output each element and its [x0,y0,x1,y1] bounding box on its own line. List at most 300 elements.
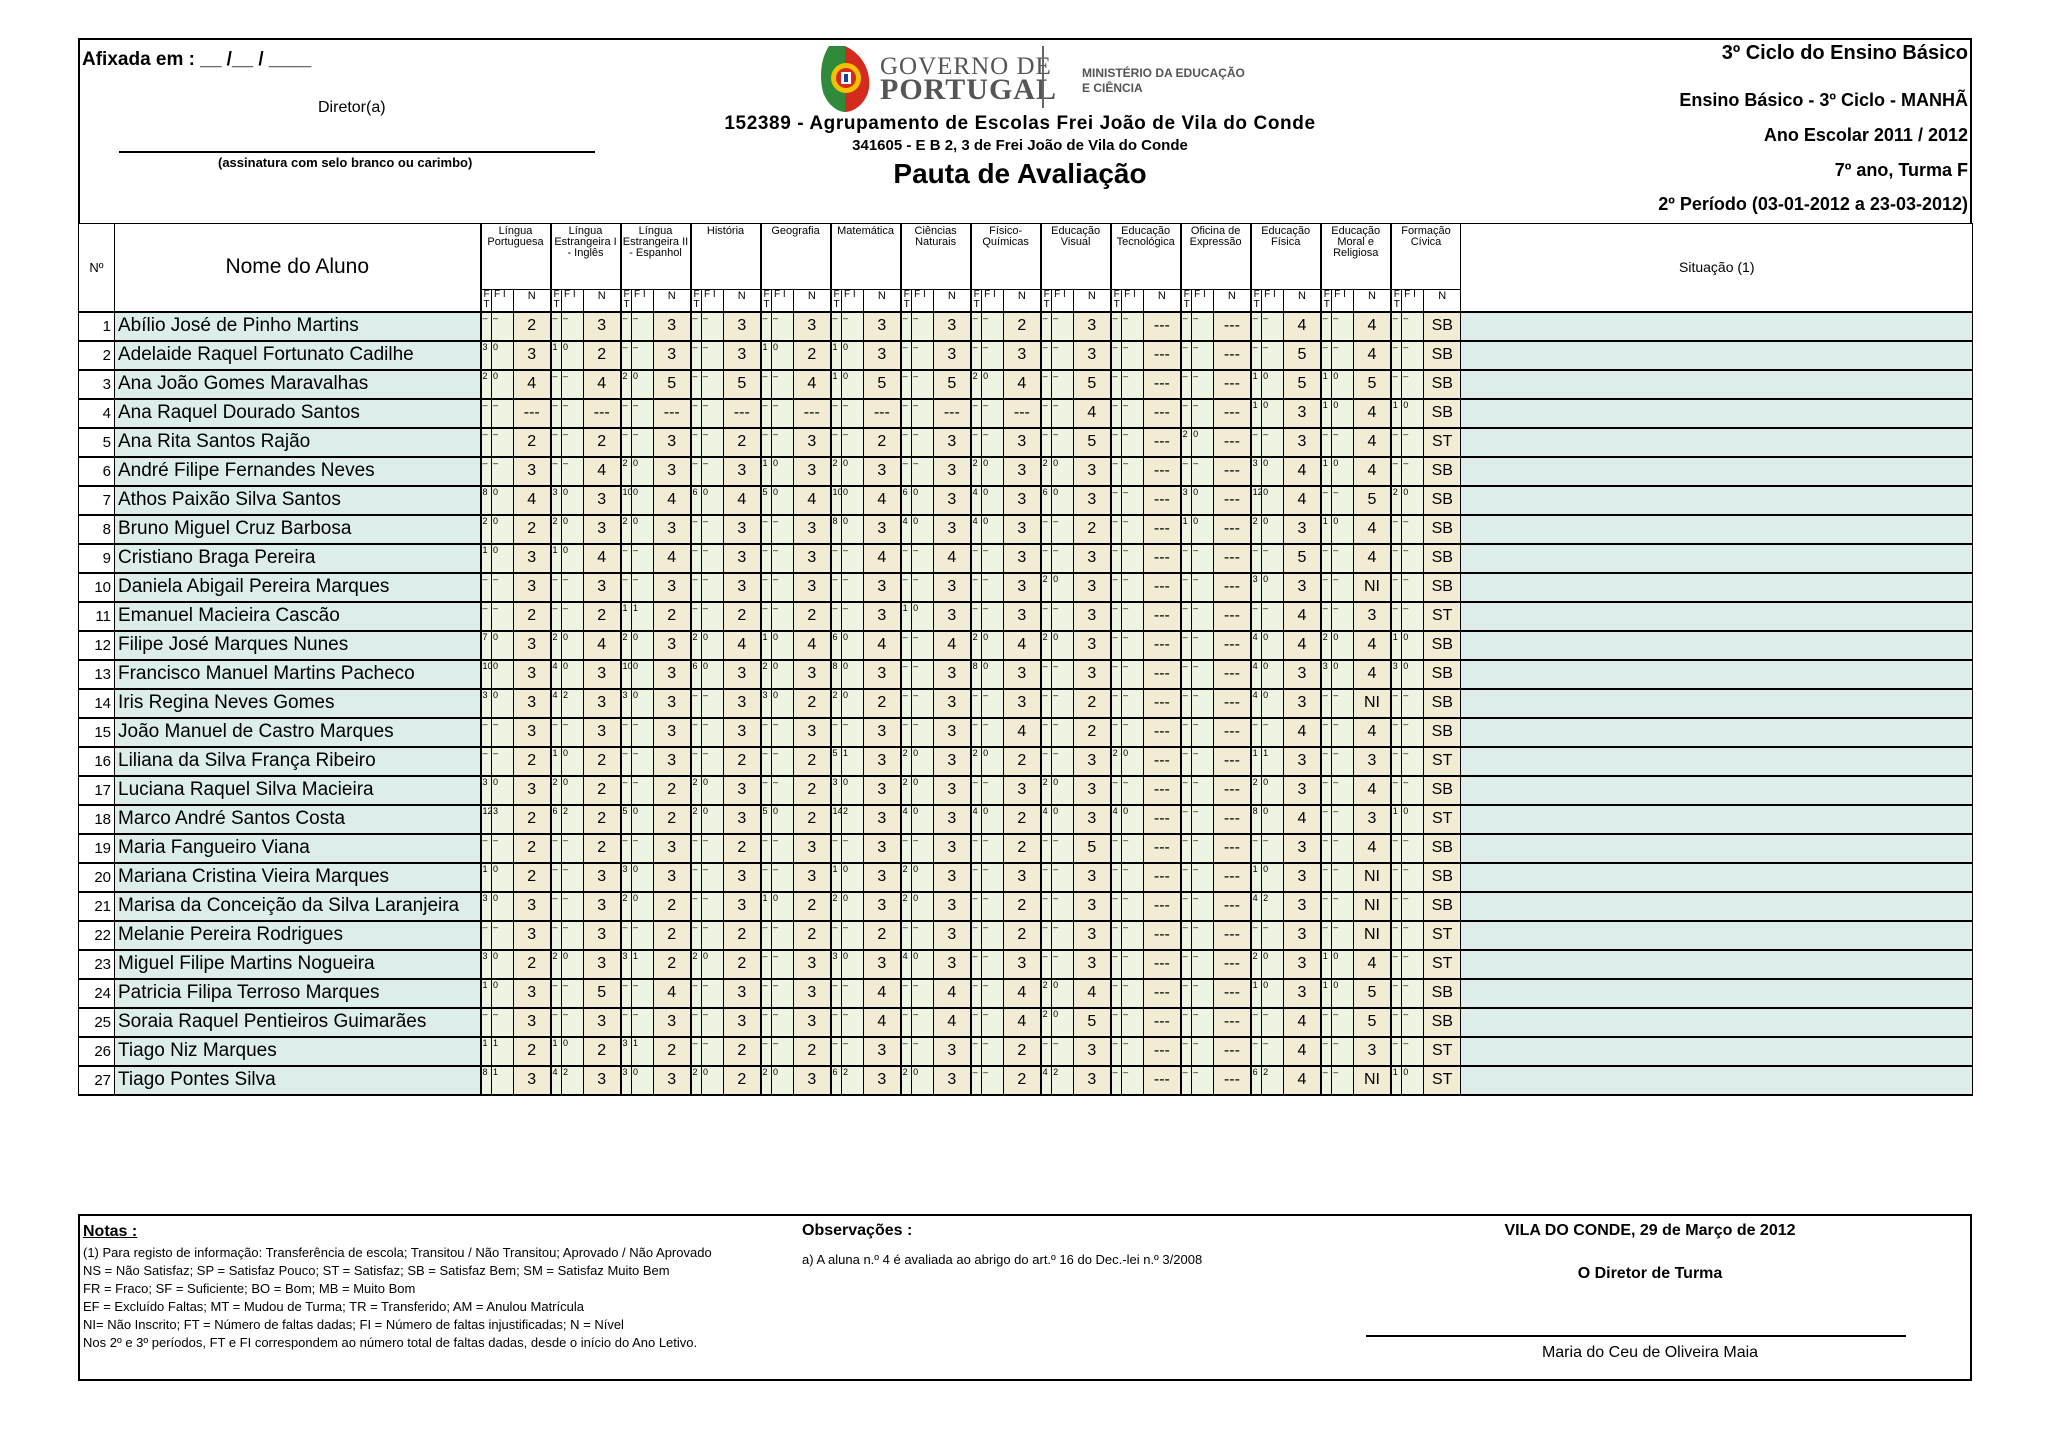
nivel: 3 [1284,892,1321,921]
nivel: --- [584,399,621,428]
nivel: 4 [864,979,901,1008]
faltas-injustificadas: 0 [492,370,514,399]
faltas-total: – [1321,863,1332,892]
nivel: 3 [934,834,971,863]
nivel: 2 [1074,689,1111,718]
faltas-total: 5 [621,805,632,834]
faltas-injustificadas: – [1262,921,1284,950]
situacao-cell [1461,747,1973,776]
faltas-injustificadas: – [912,834,934,863]
faltas-total: 2 [1181,428,1192,457]
faltas-total: 3 [1251,573,1262,602]
nivel: 3 [654,631,691,660]
note-line: NI= Não Inscrito; FT = Número de faltas dadas; FI = Número de faltas injustificadas; N = Nível [83,1317,624,1332]
nivel: 3 [584,573,621,602]
situacao-cell [1461,631,1973,660]
nivel: 3 [864,892,901,921]
faltas-total: – [1321,544,1332,573]
nivel: --- [1144,863,1181,892]
nivel: 3 [724,515,761,544]
nivel: 2 [794,776,831,805]
faltas-total: – [1321,573,1332,602]
nivel: 5 [1284,341,1321,370]
faltas-injustificadas: 0 [1052,631,1074,660]
nivel: 3 [724,457,761,486]
faltas-total: – [761,747,772,776]
faltas-total: – [691,399,702,428]
faltas-total: 6 [691,660,702,689]
nivel: --- [1004,399,1041,428]
nivel: 2 [794,921,831,950]
faltas-total: 2 [831,689,842,718]
nivel: 5 [1354,370,1391,399]
faltas-total: 4 [1111,805,1122,834]
nivel: ST [1424,805,1461,834]
faltas-total: – [971,544,982,573]
faltas-injustificadas: – [1122,399,1144,428]
nivel: --- [934,399,971,428]
faltas-total: – [1041,1037,1052,1066]
nivel: 2 [864,921,901,950]
faltas-injustificadas: – [1262,834,1284,863]
nivel: 3 [724,544,761,573]
nivel: --- [1214,747,1251,776]
nivel: 4 [1354,718,1391,747]
faltas-injustificadas: 0 [1262,457,1284,486]
faltas-total: 1 [551,341,562,370]
nivel: 3 [794,950,831,979]
nivel: SB [1424,718,1461,747]
faltas-total: 1 [621,602,632,631]
nivel: 3 [864,515,901,544]
nivel: SB [1424,341,1461,370]
faltas-injustificadas: – [1332,486,1354,515]
faltas-total: – [481,834,492,863]
faltas-injustificadas: – [702,689,724,718]
faltas-total: – [1181,573,1192,602]
faltas-injustificadas: – [912,341,934,370]
nivel: 3 [514,979,551,1008]
faltas-total: 1 [831,370,842,399]
nivel: 4 [864,544,901,573]
faltas-injustificadas: 0 [772,1066,794,1095]
faltas-total: 3 [551,486,562,515]
nivel: SB [1424,776,1461,805]
faltas-injustificadas: – [982,1066,1004,1095]
nivel: 3 [1074,863,1111,892]
faltas-total: – [901,689,912,718]
faltas-injustificadas: 0 [1052,486,1074,515]
nivel: 2 [794,892,831,921]
faltas-total: 4 [1041,1066,1052,1095]
nivel: 4 [1284,457,1321,486]
faltas-injustificadas: – [912,718,934,747]
faltas-total: – [691,979,702,1008]
student-number: 7 [79,486,115,515]
nivel: ST [1424,950,1461,979]
nivel: 3 [584,515,621,544]
faltas-total: – [1181,602,1192,631]
faltas-injustificadas: – [632,776,654,805]
faltas-total: 4 [971,515,982,544]
faltas-total: – [761,573,772,602]
faltas-total: – [1321,341,1332,370]
faltas-total: – [761,399,772,428]
nivel: 4 [1284,1037,1321,1066]
faltas-injustificadas: 0 [1332,515,1354,544]
faltas-total: – [1391,428,1402,457]
faltas-total: – [551,1008,562,1037]
faltas-total: – [551,921,562,950]
faltas-injustificadas: – [632,341,654,370]
faltas-total: – [551,834,562,863]
faltas-injustificadas: – [1332,573,1354,602]
faltas-injustificadas: – [982,718,1004,747]
table-row [79,312,1973,341]
student-name: Mariana Cristina Vieira Marques [115,863,481,892]
faltas-injustificadas: – [1122,863,1144,892]
faltas-injustificadas: – [1192,457,1214,486]
nivel: --- [724,399,761,428]
nivel: 3 [1284,979,1321,1008]
table-row [79,689,1973,718]
nivel: 4 [1354,544,1391,573]
faltas-total: – [761,602,772,631]
nivel: 3 [514,457,551,486]
faltas-injustificadas: – [1052,921,1074,950]
faltas-total: 1 [1251,399,1262,428]
student-number: 22 [79,921,115,950]
student-name: Soraia Raquel Pentieiros Guimarães [115,1008,481,1037]
nivel: 2 [514,950,551,979]
faltas-injustificadas: 0 [1052,805,1074,834]
faltas-total: 1 [1391,1066,1402,1095]
faltas-total: – [691,428,702,457]
subheader-ft: F T [691,290,702,312]
faltas-injustificadas: – [1052,950,1074,979]
faltas-injustificadas: – [702,457,724,486]
nivel: 3 [514,689,551,718]
faltas-injustificadas: – [1332,544,1354,573]
faltas-injustificadas: 0 [1332,631,1354,660]
faltas-injustificadas: – [632,747,654,776]
faltas-total: – [1111,776,1122,805]
faltas-total: – [1041,428,1052,457]
faltas-injustificadas: – [702,979,724,1008]
faltas-total: 8 [481,1066,492,1095]
nivel: 5 [1354,979,1391,1008]
faltas-injustificadas: 0 [1332,457,1354,486]
situacao-cell [1461,341,1973,370]
student-name: Melanie Pereira Rodrigues [115,921,481,950]
nivel: 3 [1074,950,1111,979]
faltas-total: – [831,1008,842,1037]
nivel: 3 [724,863,761,892]
nivel: SB [1424,399,1461,428]
faltas-total: – [831,1037,842,1066]
student-name: Abílio José de Pinho Martins [115,312,481,341]
nivel: --- [1214,312,1251,341]
table-row [79,457,1973,486]
student-name: André Filipe Fernandes Neves [115,457,481,486]
faltas-total: 2 [1321,631,1332,660]
faltas-total: – [691,892,702,921]
situacao-cell [1461,1066,1973,1095]
faltas-total: 1 [1391,631,1402,660]
faltas-total: – [1391,892,1402,921]
nivel: 3 [1284,921,1321,950]
faltas-injustificadas: – [1332,341,1354,370]
faltas-injustificadas: 0 [982,747,1004,776]
nivel: 3 [514,660,551,689]
faltas-total: – [971,1037,982,1066]
nivel: 3 [514,921,551,950]
faltas-injustificadas: – [1332,1037,1354,1066]
faltas-injustificadas: – [982,979,1004,1008]
nivel: 2 [584,602,621,631]
table-row [79,718,1973,747]
faltas-injustificadas: – [1192,689,1214,718]
subheader-ft: F T [831,290,842,312]
faltas-total: – [621,834,632,863]
faltas-total: 6 [551,805,562,834]
table-row [79,544,1973,573]
faltas-injustificadas: 0 [702,1066,724,1095]
nivel: 3 [654,457,691,486]
faltas-injustificadas: – [1262,1008,1284,1037]
nivel: 2 [654,892,691,921]
subheader-fi: F I [1122,290,1144,312]
nivel: 2 [1004,1066,1041,1095]
faltas-total: – [1391,979,1402,1008]
student-number: 17 [79,776,115,805]
nivel: --- [1144,631,1181,660]
nivel: 3 [1284,428,1321,457]
faltas-injustificadas: 0 [912,747,934,776]
faltas-injustificadas: – [702,515,724,544]
faltas-total: 6 [831,631,842,660]
faltas-injustificadas: 0 [632,689,654,718]
faltas-injustificadas: – [1262,341,1284,370]
faltas-injustificadas: 2 [1262,892,1284,921]
situacao-cell [1461,834,1973,863]
nivel: SB [1424,486,1461,515]
nivel: --- [1144,1037,1181,1066]
nivel: 3 [1004,602,1041,631]
faltas-injustificadas: – [632,834,654,863]
subheader-ft: F T [1041,290,1052,312]
student-name: Liliana da Silva França Ribeiro [115,747,481,776]
faltas-total: – [1321,834,1332,863]
faltas-total: – [761,428,772,457]
student-number: 24 [79,979,115,1008]
faltas-injustificadas: 0 [632,805,654,834]
nivel: --- [1144,457,1181,486]
faltas-total: – [1181,979,1192,1008]
faltas-injustificadas: – [1262,312,1284,341]
faltas-total: – [1041,921,1052,950]
nivel: 3 [514,776,551,805]
faltas-injustificadas: 0 [842,370,864,399]
faltas-injustificadas: – [982,892,1004,921]
nivel: 3 [864,863,901,892]
faltas-total: – [1041,834,1052,863]
faltas-total: – [1111,370,1122,399]
nivel: 5 [724,370,761,399]
nivel: 2 [514,428,551,457]
faltas-injustificadas: 2 [562,805,584,834]
faltas-total: 2 [761,660,772,689]
nivel: 3 [794,457,831,486]
faltas-total: 4 [551,1066,562,1095]
nivel: 5 [1074,370,1111,399]
nivel: 2 [1074,718,1111,747]
faltas-total: – [1111,341,1122,370]
faltas-injustificadas: 2 [562,689,584,718]
subheader-ft: F T [481,290,492,312]
faltas-injustificadas: – [772,428,794,457]
faltas-total: 3 [621,689,632,718]
faltas-injustificadas: – [912,370,934,399]
faltas-total: 2 [901,892,912,921]
faltas-injustificadas: 1 [842,747,864,776]
nivel: 3 [1004,544,1041,573]
nivel: 4 [584,631,621,660]
faltas-total: – [691,1037,702,1066]
subheader-ft: F T [551,290,562,312]
faltas-injustificadas: – [1052,515,1074,544]
nivel: --- [1144,1008,1181,1037]
faltas-injustificadas: – [492,921,514,950]
student-number: 14 [79,689,115,718]
faltas-injustificadas: – [1192,979,1214,1008]
faltas-injustificadas: 0 [492,544,514,573]
faltas-injustificadas: – [562,573,584,602]
faltas-injustificadas: – [1122,370,1144,399]
situacao-cell [1461,457,1973,486]
faltas-total: 2 [1041,631,1052,660]
faltas-total: 10 [831,486,842,515]
subheader-ft: F T [1111,290,1122,312]
student-name: Luciana Raquel Silva Macieira [115,776,481,805]
nivel: --- [1144,341,1181,370]
faltas-injustificadas: – [1122,573,1144,602]
faltas-injustificadas: – [1052,312,1074,341]
faltas-injustificadas: – [1192,1008,1214,1037]
nivel: 3 [584,950,621,979]
faltas-total: – [761,1037,772,1066]
nivel: 2 [584,341,621,370]
faltas-total: – [831,399,842,428]
nivel: 3 [654,428,691,457]
faltas-total: – [1251,312,1262,341]
faltas-injustificadas: 0 [912,892,934,921]
faltas-injustificadas: 0 [632,370,654,399]
nivel: 5 [1354,1008,1391,1037]
nivel: 3 [934,689,971,718]
faltas-total: – [621,979,632,1008]
subject-header: História [691,224,761,290]
grades-table [78,223,1973,1096]
nivel: 3 [794,515,831,544]
nivel: 2 [514,515,551,544]
faltas-injustificadas: – [982,428,1004,457]
faltas-total: – [1181,312,1192,341]
table-row [79,834,1973,863]
table-row [79,805,1973,834]
faltas-injustificadas: – [982,573,1004,602]
nivel: 3 [1074,921,1111,950]
table-row [79,370,1973,399]
subject-header: Educação Física [1251,224,1321,290]
subject-header: Educação Visual [1041,224,1111,290]
nivel: --- [1214,341,1251,370]
nivel: 3 [934,1066,971,1095]
faltas-injustificadas: – [562,892,584,921]
faltas-total: – [901,544,912,573]
faltas-injustificadas: – [702,399,724,428]
nivel: 3 [514,1066,551,1095]
header-situacao: Situação (1) [1461,224,1973,312]
faltas-total: – [901,1008,912,1037]
subheader-fi: F I [1052,290,1074,312]
nivel: 3 [1074,573,1111,602]
nivel: 4 [1354,515,1391,544]
faltas-injustificadas: – [702,863,724,892]
student-name: Daniela Abigail Pereira Marques [115,573,481,602]
nivel: 3 [1004,486,1041,515]
faltas-total: – [481,399,492,428]
student-number: 23 [79,950,115,979]
faltas-total: – [1041,718,1052,747]
nivel: 4 [1354,399,1391,428]
faltas-total: – [901,573,912,602]
nivel: 3 [1284,573,1321,602]
faltas-total: – [551,370,562,399]
nivel: 4 [1284,486,1321,515]
nivel: --- [1144,602,1181,631]
faltas-total: – [971,979,982,1008]
nivel: 3 [864,834,901,863]
faltas-total: – [1111,689,1122,718]
table-row [79,399,1973,428]
faltas-injustificadas: – [562,399,584,428]
faltas-injustificadas: – [562,370,584,399]
faltas-injustificadas: 0 [1262,776,1284,805]
faltas-injustificadas: – [1262,602,1284,631]
nivel: --- [1214,689,1251,718]
ano-escolar-label: Ano Escolar 2011 / 2012 [1763,125,1968,145]
subheader-fi: F I [1192,290,1214,312]
subheader-n: N [1004,290,1041,312]
nivel: 2 [514,863,551,892]
nivel: 3 [724,776,761,805]
faltas-total: – [1181,1037,1192,1066]
faltas-total: – [1181,747,1192,776]
faltas-injustificadas: – [1332,312,1354,341]
nivel: 2 [724,834,761,863]
nivel: 4 [794,486,831,515]
faltas-injustificadas: – [1192,834,1214,863]
faltas-total: – [1181,950,1192,979]
nivel: 4 [1354,457,1391,486]
nivel: 3 [584,718,621,747]
nivel: 5 [864,370,901,399]
nivel: 3 [794,573,831,602]
faltas-injustificadas: 0 [632,1066,654,1095]
faltas-injustificadas: – [1402,573,1424,602]
faltas-total: 3 [621,1037,632,1066]
